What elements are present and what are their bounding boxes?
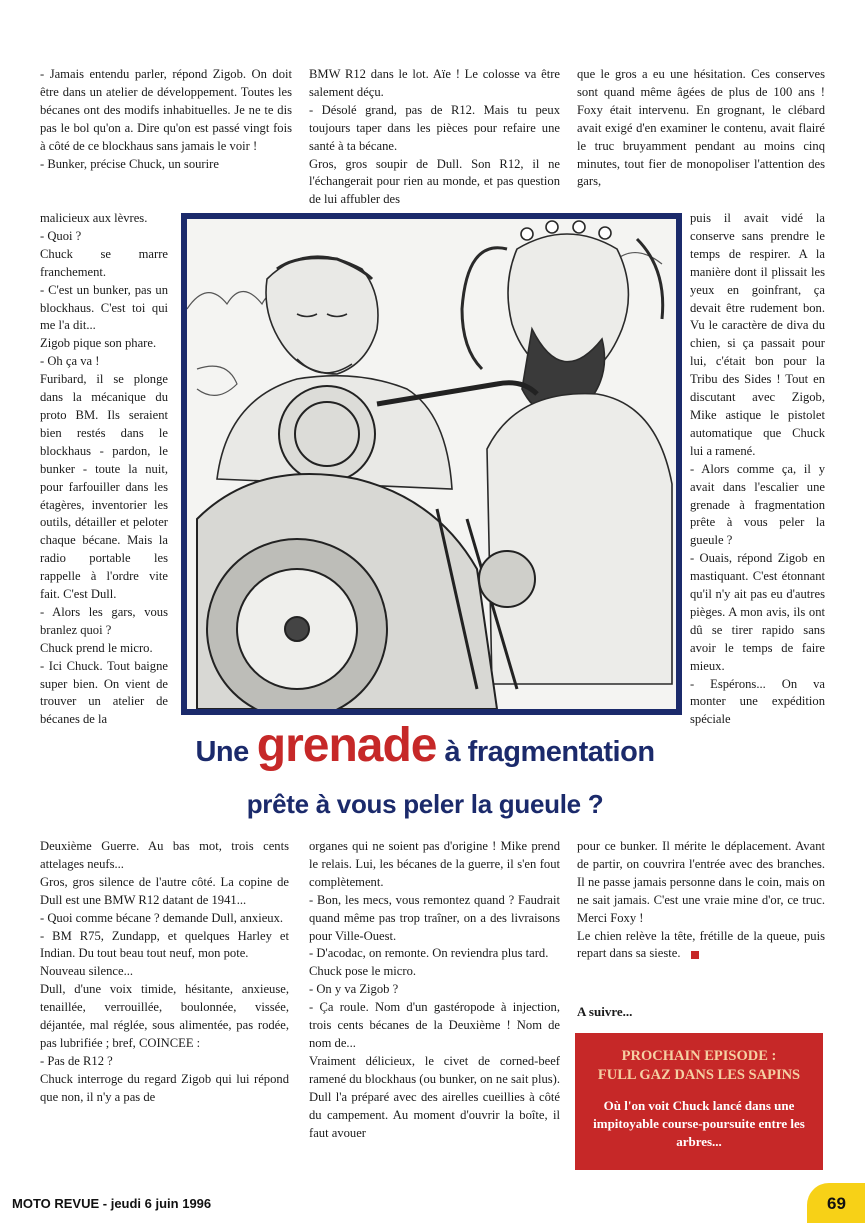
article-column-2-top: [309, 66, 560, 209]
headline-word: à fragmentation: [444, 736, 655, 768]
paragraph: - Bon, les mecs, vous remontez quand ? Faudrait quand même pas trop traîner, on a des livraisons pour Ville-Ouest.: [309, 892, 560, 943]
paragraph: - Ici Chuck. Tout baigne super bien. On vient de trouver un atelier de bécanes de la: [40, 658, 168, 727]
headline: [150, 718, 700, 820]
paragraph: - Espérons... On va monter une expédition spéciale: [690, 676, 825, 727]
paragraph: - On y va Zigob ?: [309, 982, 399, 997]
to-be-continued-label: A suivre...: [577, 1004, 633, 1019]
paragraph: Gros, gros silence de l'autre côté. La copine de Dull est une BMW R12 datant de 1941...: [40, 874, 289, 907]
paragraph: - Quoi ?: [40, 228, 82, 243]
paragraph: puis il avait vidé la conserve sans prendre le temps de respirer. A la manière dont il plissait les yeux en goinfrant, ça devait être rudement bon. Vu le caractère de diva du chien, si ça passait pour lui, c'était bon pour la Tribu des Sides ! Tout en discutant avec Zigob, Mike astique le pistolet automatique que Chuck lui a ramené.: [690, 211, 825, 458]
paragraph: BMW R12 dans le lot. Aïe ! Le colosse va être salement déçu.: [309, 67, 560, 99]
headline-line-2: prête à vous peler la gueule ?: [246, 789, 604, 819]
next-episode-title-line-2: FULL GAZ DANS LES SAPINS: [597, 1067, 801, 1083]
paragraph: - Désolé grand, pas de R12. Mais tu peux toujours taper dans les pièces pour refaire une santé à ta bécane.: [309, 102, 560, 153]
paragraph: que le gros a eu une hésitation. Ces conserves sont quand même âgées de plus de 100 ans ! Foxy était intervenu. En grognant, le clébard avait exigé d'en examiner le contenu, avait flairé le truc bruyamment pendant au moins cinq minutes, tout fier de monopoliser l'attention des gars,: [577, 67, 825, 189]
headline-highlight-word: grenade: [256, 719, 437, 772]
paragraph: pour ce bunker. Il mérite le déplacement. Avant de partir, on couvrira l'entrée avec des branches. Il ne passe jamais personne dans le coin, mais on ne sait jamais. C'est une vraie mine d'or, ce truc. Merci Foxy !: [577, 839, 825, 925]
article-column-2-bottom: [309, 838, 560, 1142]
paragraph-text: Le chien relève la tête, frétille de la queue, puis repart dans sa sieste.: [577, 928, 825, 961]
next-episode-box: [575, 1033, 823, 1170]
paragraph: Furibard, il se plonge dans la mécanique du proto BM. Ils seraient bien restés dans le blockhaus - pardon, le bunker - toute la nuit, pour farfouiller dans les étagères, inventorier les outils, détailler et peloter chaque bécane. Mais la radio portable les rappelle à l'ordre vite fait. C'est Dull.: [40, 372, 168, 602]
paragraph: - Oh ça va !: [40, 354, 100, 369]
headline-word: Une: [195, 736, 249, 768]
next-episode-teaser: Où l'on voit Chuck lancé dans une impitoyable course-poursuite entre les arbres...: [593, 1098, 805, 1149]
article-column-1-narrow: [40, 210, 168, 729]
paragraph: organes qui ne soient pas d'origine ! Mike prend le relais. Lui, les bécanes de la guerre, il s'en fout complètement.: [309, 839, 560, 889]
paragraph: malicieux aux lèvres.: [40, 211, 148, 225]
article-column-1-top: [40, 66, 292, 173]
paragraph: - Quoi comme bécane ? demande Dull, anxieux.: [40, 910, 284, 925]
paragraph: - Alors les gars, vous branlez quoi ?: [40, 604, 168, 637]
paragraph: - BM R75, Zundapp, et quelques Harley et Indian. Du tout beau tout neuf, mon pote.: [40, 928, 289, 961]
paragraph: Vraiment délicieux, le civet de corned-beef ramené du blockhaus (ou bunker, on ne sait plus). Dull l'a préparé avec des airelles cueillies à côté du campement. Au moment d'ouvrir la boîte, il faut avouer: [309, 1053, 560, 1140]
paragraph: Chuck prend le micro.: [40, 640, 153, 655]
article-column-3-top: [577, 66, 825, 191]
article-column-3-narrow: [690, 210, 825, 729]
paragraph: - Ouais, répond Zigob en mastiquant. C'est étonnant qu'il n'y ait pas eu d'autres pièges. A mon avis, ils ont dû se tirer rapido sans avoir le temps de faire mieux.: [690, 551, 825, 673]
article-column-3-bottom: [577, 838, 825, 963]
paragraph: Chuck interroge du regard Zigob qui lui répond que non, il n'y a pas de: [40, 1071, 289, 1104]
paragraph: Gros, gros soupir de Dull. Son R12, il ne l'échangerait pour rien au monde, et pas question de lui affubler des: [309, 156, 560, 207]
end-of-article-mark: [691, 951, 699, 959]
paragraph: - Pas de R12 ?: [40, 1053, 113, 1068]
paragraph: Dull, d'une voix timide, hésitante, anxieuse, tenaillée, verrouillée, boulonnée, vissée, déjantée, mal réglée, sous alimentée, pas rodée, pas lubrifiée ; bref, COINCEE :: [40, 982, 289, 1050]
paragraph: - D'acodac, on remonte. On reviendra plus tard.: [309, 946, 549, 961]
article-column-1-bottom: [40, 838, 289, 1107]
paragraph: - Ça roule. Nom d'un gastéropode à injection, trois cents bécanes de la Deuxième ! Nom de nom de...: [309, 1000, 560, 1050]
paragraph: - C'est un bunker, pas un blockhaus. C'est toi qui me l'a dit...: [40, 282, 168, 333]
paragraph: - Alors comme ça, il y avait dans l'escalier une grenade à fragmentation prête à vous peler la gueule ?: [690, 461, 825, 548]
paragraph: [577, 928, 825, 964]
paragraph: Deuxième Guerre. Au bas mot, trois cents attelages neufs...: [40, 839, 289, 871]
paragraph: - Jamais entendu parler, répond Zigob. On doit être dans un atelier de développement. Toutes les bécanes ont des modifs inhabituelles. Je ne te dis pas le bol qu'on a. Dire qu'on est passé vingt fois à côté de ce blockhaus sans jamais le voir !: [40, 67, 292, 153]
paragraph: - Bunker, précise Chuck, un sourire: [40, 156, 219, 171]
next-episode-title-line-1: PROCHAIN EPISODE :: [621, 1048, 777, 1064]
paragraph: Chuck pose le micro.: [309, 964, 417, 979]
publication-footer: MOTO REVUE - jeudi 6 juin 1996: [12, 1196, 212, 1211]
comic-illustration: [187, 219, 676, 709]
paragraph: Zigob pique son phare.: [40, 336, 157, 351]
paragraph: Chuck se marre franchement.: [40, 246, 168, 279]
page-number-tab: [807, 1183, 865, 1223]
headline-line-1: [150, 718, 700, 785]
page-number: 69: [827, 1194, 846, 1213]
paragraph: Nouveau silence...: [40, 964, 134, 979]
comic-illustration-frame: [181, 213, 682, 715]
